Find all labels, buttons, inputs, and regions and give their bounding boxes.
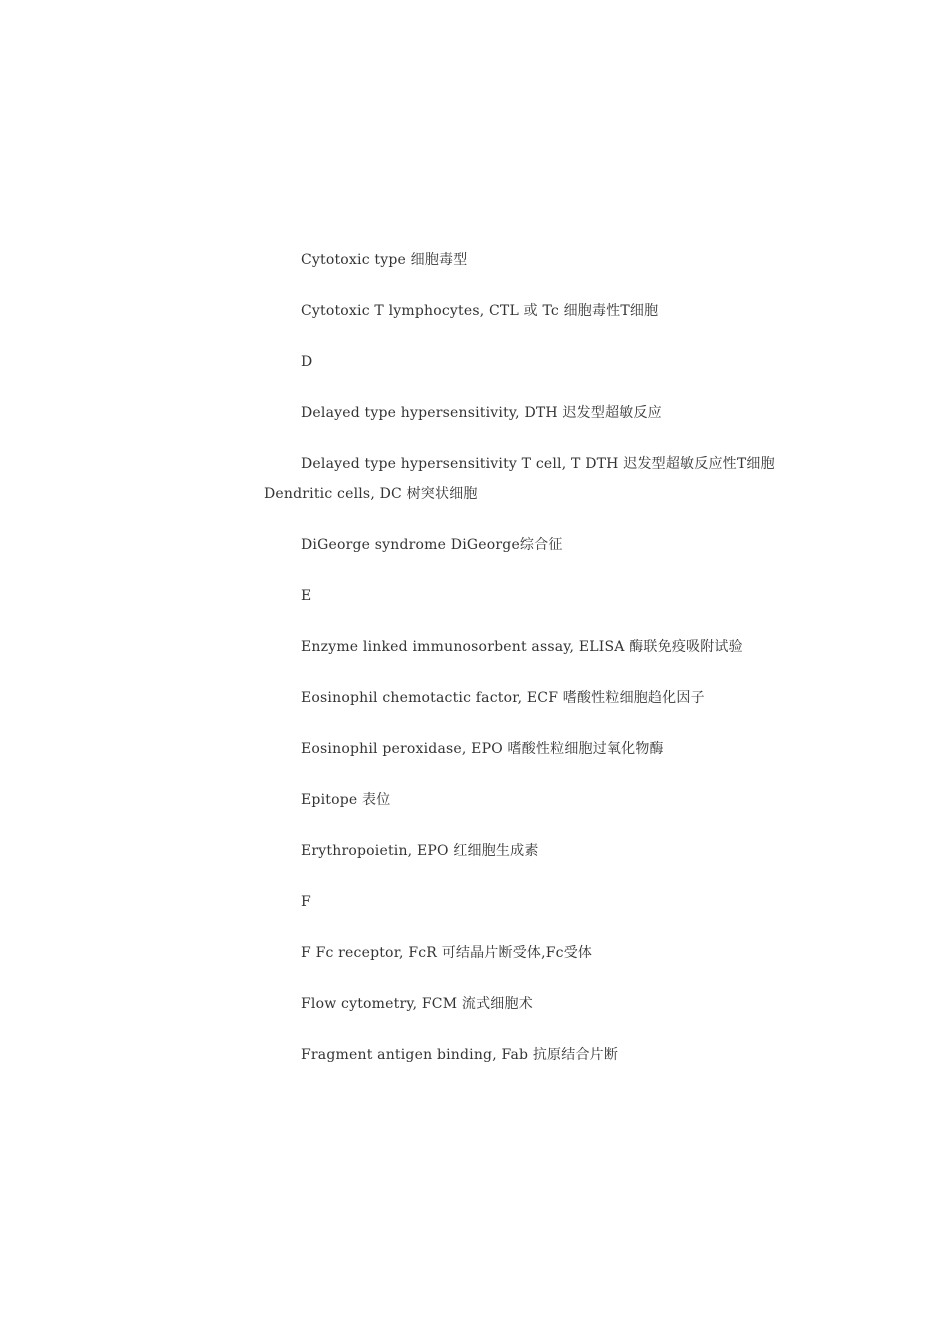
entry-delayed-type-hypersensitivity: Delayed type hypersensitivity, DTH 迟发型超敏反应 — [301, 405, 662, 421]
section-letter-f: F — [301, 894, 311, 910]
entry-eosinophil-chemotactic-factor: Eosinophil chemotactic factor, ECF 嗜酸性粒细胞趋化因子 — [301, 690, 705, 706]
entry-digeorge-syndrome: DiGeorge syndrome DiGeorge综合征 — [301, 537, 563, 553]
section-letter-d: D — [301, 354, 313, 370]
entry-fc-receptor: F Fc receptor, FcR 可结晶片断受体,Fc受体 — [301, 945, 593, 961]
entry-delayed-type-hypersensitivity-t-cell: Delayed type hypersensitivity T cell, T DTH 迟发型超敏反应性T细胞 — [301, 456, 775, 472]
entry-erythropoietin: Erythropoietin, EPO 红细胞生成素 — [301, 843, 539, 859]
entry-cytotoxic-t-lymphocytes: Cytotoxic T lymphocytes, CTL 或 Tc 细胞毒性T细胞 — [301, 303, 659, 319]
entry-epitope: Epitope 表位 — [301, 792, 391, 808]
entry-fragment-antigen-binding: Fragment antigen binding, Fab 抗原结合片断 — [301, 1047, 619, 1063]
entry-flow-cytometry: Flow cytometry, FCM 流式细胞术 — [301, 996, 533, 1012]
section-letter-e: E — [301, 588, 312, 604]
entry-dendritic-cells: Dendritic cells, DC 树突状细胞 — [264, 486, 478, 502]
entry-eosinophil-peroxidase: Eosinophil peroxidase, EPO 嗜酸性粒细胞过氧化物酶 — [301, 741, 664, 757]
entry-cytotoxic-type: Cytotoxic type 细胞毒型 — [301, 252, 468, 268]
entry-elisa: Enzyme linked immunosorbent assay, ELISA 酶联免疫吸附试验 — [301, 639, 743, 655]
